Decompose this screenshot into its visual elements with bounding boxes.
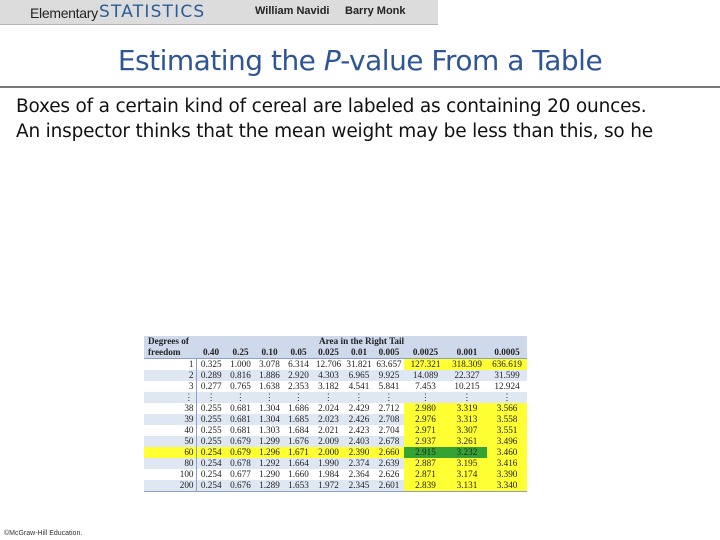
t-value-cell: 0.254 xyxy=(196,480,226,492)
t-value-cell: 9.925 xyxy=(374,370,404,381)
t-value-cell: 1.972 xyxy=(313,480,344,492)
t-value-cell: 127.321 xyxy=(404,359,447,371)
t-value-cell: 0.254 xyxy=(200,469,222,479)
table-row xyxy=(144,425,527,436)
t-value-cell: 0.289 xyxy=(196,370,226,381)
t-value-cell: 1.660 xyxy=(288,469,309,479)
t-value-cell: 0.254 xyxy=(196,447,226,458)
t-value-cell: 2.887 xyxy=(404,458,447,469)
t-value-cell: 2.839 xyxy=(404,480,447,492)
t-value-cell: 1.000 xyxy=(230,359,251,369)
table-row xyxy=(144,370,527,381)
t-value-cell: 636.619 xyxy=(487,359,527,371)
t-value-cell: 2.708 xyxy=(374,414,404,425)
t-value-cell: 31.599 xyxy=(487,370,527,381)
t-value-cell: 1.686 xyxy=(288,403,309,413)
title-divider xyxy=(0,86,720,88)
table-row xyxy=(144,469,527,480)
title-text: Estimating the xyxy=(117,44,324,77)
t-value-cell: 0.676 xyxy=(226,480,255,492)
t-value-cell: 2.660 xyxy=(374,447,404,458)
t-value-cell: 4.303 xyxy=(313,370,344,381)
t-value-cell: 2.009 xyxy=(313,436,344,447)
t-value-cell: 3.195 xyxy=(447,458,487,469)
table-row xyxy=(144,414,527,425)
t-value-cell: 3.232 xyxy=(447,447,487,458)
t-value-cell: 1.303 xyxy=(259,425,280,435)
t-value-cell: 0.254 xyxy=(196,458,226,469)
t-value-cell: 318.309 xyxy=(447,359,487,371)
t-value-cell: 0.255 xyxy=(196,436,226,447)
t-value-cell: 1.296 xyxy=(255,447,284,458)
t-value-cell: 14.089 xyxy=(404,370,447,381)
table-row xyxy=(144,359,527,371)
t-value-cell: 1.984 xyxy=(318,469,339,479)
t-value-cell: 1.664 xyxy=(284,458,313,469)
author-name: Barry Monk xyxy=(345,5,406,17)
t-value-cell: 3.340 xyxy=(487,480,527,492)
area-column-header: 0.0025 xyxy=(404,347,447,359)
problem-statement xyxy=(16,94,716,144)
area-column-header: 0.01 xyxy=(344,347,374,359)
table-row xyxy=(144,458,527,469)
area-column-header: 0.0005 xyxy=(487,347,527,359)
t-value-cell: 3.078 xyxy=(259,359,280,369)
problem-line: Boxes of a certain kind of cereal are labeled as containing 20 ounces. xyxy=(16,96,647,117)
t-value-cell: 3.307 xyxy=(447,425,487,436)
area-column-header: 0.005 xyxy=(374,347,404,359)
table-row xyxy=(144,403,527,414)
t-value-cell: ⋮ xyxy=(447,392,487,403)
df-cell: 1 xyxy=(144,359,196,371)
t-distribution-table xyxy=(144,336,527,492)
t-value-cell: 22.327 xyxy=(447,370,487,381)
t-value-cell: 3.551 xyxy=(487,425,527,436)
t-value-cell: 1.886 xyxy=(255,370,284,381)
t-value-cell: ⋮ xyxy=(226,392,255,403)
df-cell: 3 xyxy=(144,381,196,392)
area-column-header: 0.025 xyxy=(313,347,344,359)
t-value-cell: 63.657 xyxy=(376,359,402,369)
t-value-cell: 2.915 xyxy=(404,447,447,458)
t-value-cell: 0.765 xyxy=(230,381,251,391)
df-cell: 200 xyxy=(144,480,196,492)
tail-area-header: Area in the Right Tail xyxy=(196,336,527,347)
table-row xyxy=(144,447,527,458)
t-value-cell: 1.289 xyxy=(255,480,284,492)
t-value-cell: 2.000 xyxy=(313,447,344,458)
t-value-cell: 0.681 xyxy=(226,414,255,425)
t-value-cell: 6.965 xyxy=(344,370,374,381)
t-value-cell: 3.313 xyxy=(447,414,487,425)
t-value-cell: 2.704 xyxy=(378,425,400,435)
t-value-cell: ⋮ xyxy=(404,392,447,403)
title-text: -value From a Table xyxy=(340,44,603,77)
t-value-cell: 1.638 xyxy=(259,381,280,391)
t-value-cell: 5.841 xyxy=(378,381,400,391)
df-cell: 60 xyxy=(144,447,196,458)
t-value-cell: 3.566 xyxy=(487,403,527,414)
t-value-cell: 2.712 xyxy=(378,403,400,413)
t-value-cell: 2.426 xyxy=(344,414,374,425)
t-value-cell: 2.980 xyxy=(404,403,447,414)
t-value-cell: 0.679 xyxy=(226,436,255,447)
t-value-cell: 0.255 xyxy=(200,403,222,413)
t-value-cell: 2.374 xyxy=(344,458,374,469)
t-value-cell: 2.023 xyxy=(313,414,344,425)
copyright-notice: ©McGraw-Hill Education. xyxy=(4,530,83,537)
t-value-cell: 2.021 xyxy=(318,425,339,435)
t-value-cell: 2.353 xyxy=(288,381,309,391)
t-value-cell: 2.639 xyxy=(374,458,404,469)
t-value-cell: 1.676 xyxy=(284,436,313,447)
t-value-cell: 31.821 xyxy=(346,359,372,369)
t-value-cell: 2.024 xyxy=(318,403,339,413)
t-value-cell: 1.304 xyxy=(259,403,280,413)
t-value-cell: 1.684 xyxy=(288,425,309,435)
t-value-cell: 12.706 xyxy=(315,359,342,369)
table-row xyxy=(144,392,527,403)
t-value-cell: 3.261 xyxy=(447,436,487,447)
df-header: freedom xyxy=(144,347,196,359)
t-value-cell: 1.671 xyxy=(284,447,313,458)
t-value-cell: ⋮ xyxy=(196,392,226,403)
t-value-cell: 3.390 xyxy=(487,469,527,480)
t-value-cell: 7.453 xyxy=(415,381,436,391)
t-value-cell: 1.292 xyxy=(255,458,284,469)
df-header: Degrees of xyxy=(144,336,196,347)
t-value-cell: 6.314 xyxy=(288,359,309,369)
df-cell: 2 xyxy=(144,370,196,381)
author-name: William Navidi xyxy=(255,5,330,17)
t-value-cell: 3.460 xyxy=(487,447,527,458)
t-value-cell: 0.277 xyxy=(200,381,222,391)
t-value-cell: ⋮ xyxy=(344,392,374,403)
book-banner xyxy=(0,0,438,25)
t-value-cell: 3.558 xyxy=(487,414,527,425)
t-value-cell: 2.937 xyxy=(404,436,447,447)
slide-title xyxy=(0,44,720,77)
t-value-cell: ⋮ xyxy=(374,392,404,403)
t-value-cell: 2.920 xyxy=(284,370,313,381)
df-cell: 80 xyxy=(144,458,196,469)
t-value-cell: 2.403 xyxy=(344,436,374,447)
t-value-cell: 2.678 xyxy=(374,436,404,447)
t-value-cell: ⋮ xyxy=(313,392,344,403)
t-value-cell: 0.677 xyxy=(230,469,251,479)
t-value-cell: 0.255 xyxy=(200,425,222,435)
area-column-header: 0.25 xyxy=(226,347,255,359)
problem-line: An inspector thinks that the mean weight may be less than this, so he xyxy=(16,121,653,142)
t-value-cell: 0.679 xyxy=(226,447,255,458)
t-value-cell: 2.429 xyxy=(348,403,370,413)
df-cell: 39 xyxy=(144,414,196,425)
df-cell: 50 xyxy=(144,436,196,447)
brand-elementary: Elementary xyxy=(30,5,98,21)
t-value-cell: 2.971 xyxy=(404,425,447,436)
t-value-cell: 4.541 xyxy=(348,381,370,391)
t-value-cell: 10.215 xyxy=(454,381,480,391)
t-value-cell: 0.255 xyxy=(196,414,226,425)
t-value-cell: 0.678 xyxy=(226,458,255,469)
df-cell: 38 xyxy=(144,403,196,414)
df-cell: 100 xyxy=(144,469,196,480)
t-value-cell: 2.976 xyxy=(404,414,447,425)
brand-statistics: STATISTICS xyxy=(99,2,206,22)
df-cell: 40 xyxy=(144,425,196,436)
t-value-cell: 12.924 xyxy=(494,381,520,391)
t-value-cell: 2.626 xyxy=(378,469,400,479)
t-value-cell: 1.290 xyxy=(259,469,280,479)
t-value-cell: 0.681 xyxy=(230,425,251,435)
t-value-cell: 0.816 xyxy=(226,370,255,381)
table-row xyxy=(144,480,527,492)
t-value-cell: 2.601 xyxy=(374,480,404,492)
t-value-cell: ⋮ xyxy=(487,392,527,403)
area-column-header: 0.001 xyxy=(447,347,487,359)
area-column-header: 0.05 xyxy=(284,347,313,359)
area-column-header: 0.40 xyxy=(196,347,226,359)
title-italic: P xyxy=(323,44,341,77)
table-row xyxy=(144,436,527,447)
table-row xyxy=(144,381,527,392)
t-value-cell: 1.299 xyxy=(255,436,284,447)
t-value-cell: ⋮ xyxy=(255,392,284,403)
t-value-cell: 3.416 xyxy=(487,458,527,469)
t-value-cell: 2.871 xyxy=(404,469,447,480)
t-value-cell: 3.131 xyxy=(447,480,487,492)
area-column-header: 0.10 xyxy=(255,347,284,359)
t-value-cell: 2.364 xyxy=(348,469,370,479)
t-value-cell: 1.685 xyxy=(284,414,313,425)
t-value-cell: 2.390 xyxy=(344,447,374,458)
t-value-cell: 0.681 xyxy=(230,403,251,413)
t-value-cell: 1.990 xyxy=(313,458,344,469)
t-value-cell: 3.174 xyxy=(447,469,487,480)
t-value-cell: 3.182 xyxy=(318,381,339,391)
t-value-cell: 2.345 xyxy=(344,480,374,492)
df-cell: ⋮ xyxy=(144,392,196,403)
t-value-cell: 3.496 xyxy=(487,436,527,447)
t-value-cell: ⋮ xyxy=(284,392,313,403)
t-value-cell: 2.423 xyxy=(348,425,370,435)
t-value-cell: 3.319 xyxy=(447,403,487,414)
t-value-cell: 1.653 xyxy=(284,480,313,492)
t-value-cell: 1.304 xyxy=(255,414,284,425)
t-value-cell: 0.325 xyxy=(200,359,222,369)
